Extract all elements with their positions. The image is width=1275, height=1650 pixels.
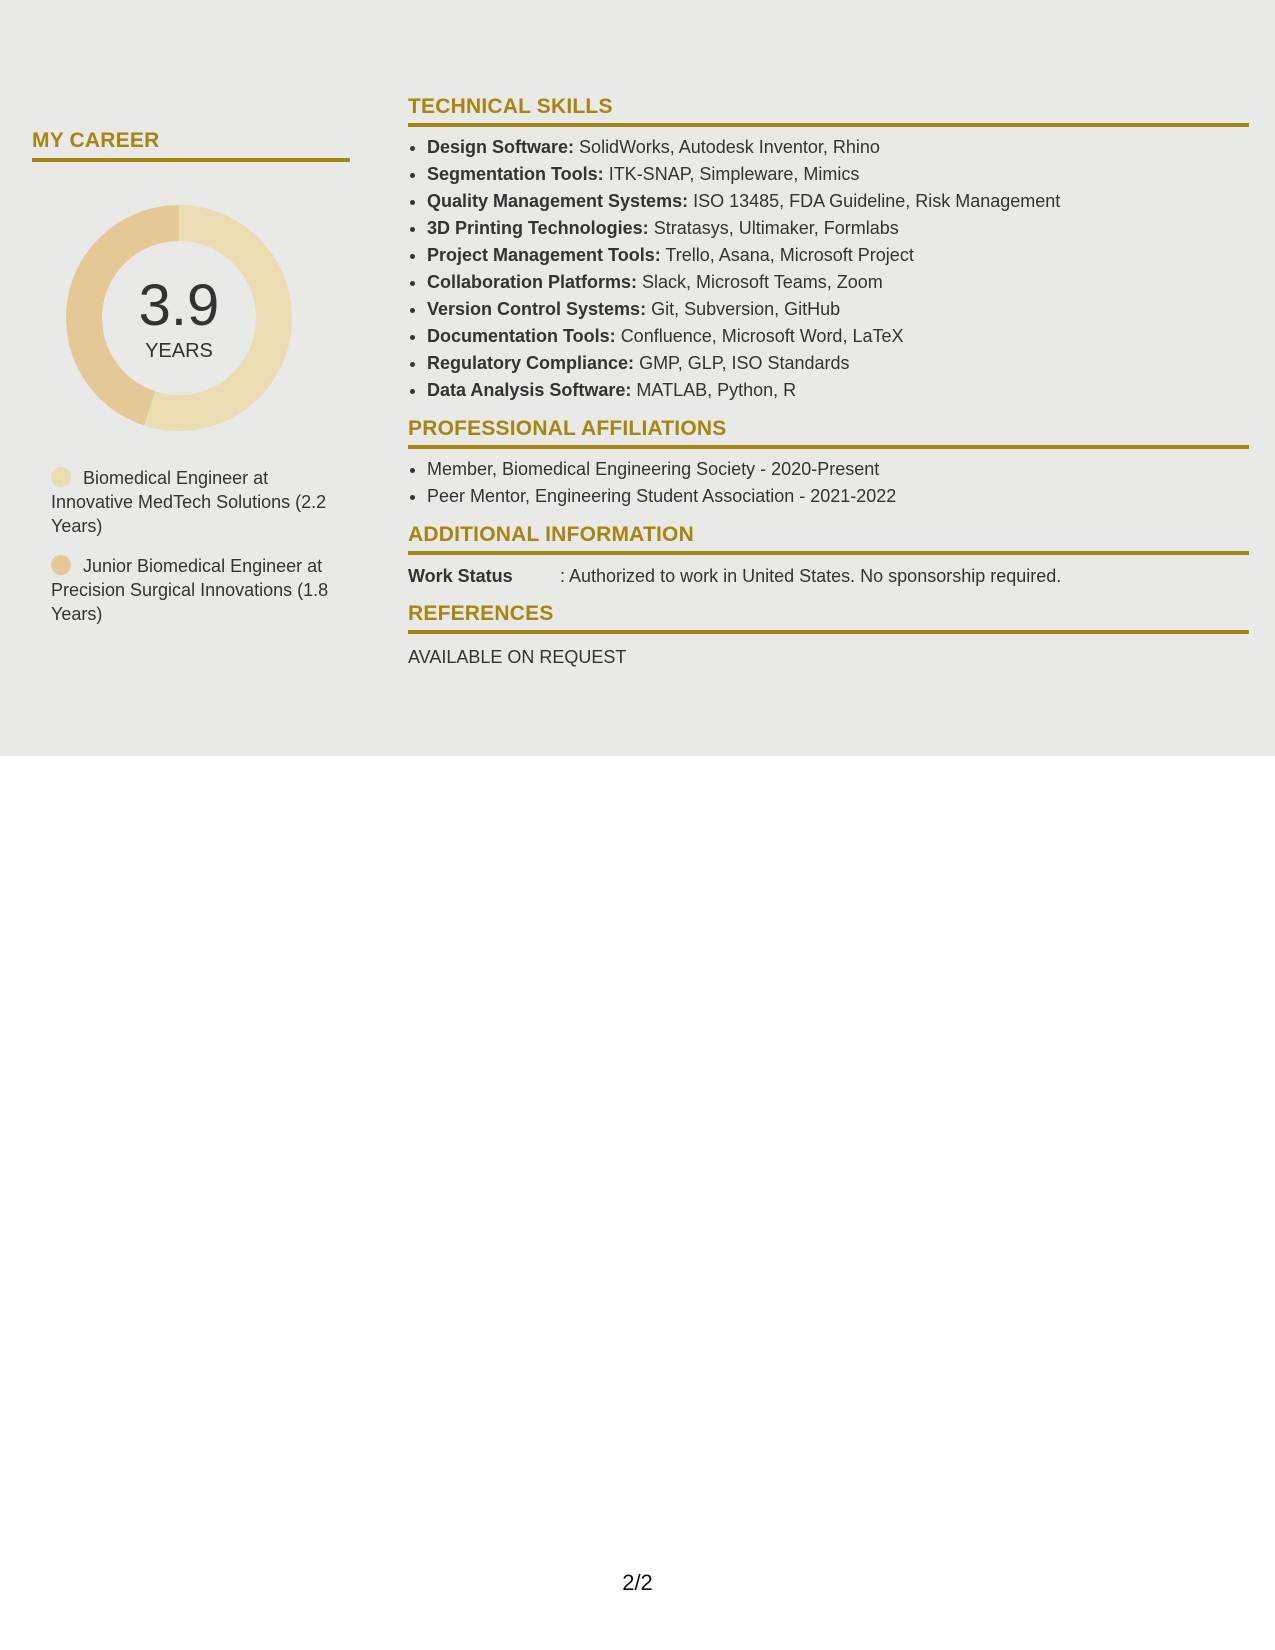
skill-label: Design Software: bbox=[427, 137, 575, 157]
list-item bbox=[427, 161, 1249, 188]
references-title: REFERENCES bbox=[408, 602, 554, 625]
legend-label: Biomedical Engineer at Innovative MedTech Solutions (2.2 Years) bbox=[51, 468, 327, 536]
career-title-rule bbox=[32, 158, 350, 162]
skill-value: ITK-SNAP, Simpleware, Mimics bbox=[608, 164, 860, 184]
skill-label: Segmentation Tools: bbox=[427, 164, 604, 184]
list-item: • Peer Mentor, Engineering Student Association - 2021-2022 bbox=[427, 483, 1249, 510]
list-item bbox=[427, 134, 1249, 161]
skill-value: MATLAB, Python, R bbox=[636, 380, 797, 400]
career-legend bbox=[51, 466, 331, 642]
career-donut-chart bbox=[66, 205, 292, 431]
legend-label: Junior Biomedical Engineer at Precision Surgical Innovations (1.8 Years) bbox=[51, 556, 329, 624]
list-item bbox=[427, 296, 1249, 323]
skill-value: ISO 13485, FDA Guideline, Risk Management bbox=[693, 191, 1061, 211]
skill-value: GMP, GLP, ISO Standards bbox=[639, 353, 850, 373]
skill-value: Stratasys, Ultimaker, Formlabs bbox=[653, 218, 899, 238]
additional-info-section bbox=[408, 522, 1249, 589]
technical-skills-list bbox=[408, 134, 1249, 404]
work-status-row bbox=[408, 563, 1249, 589]
skill-label: Documentation Tools: bbox=[427, 326, 616, 346]
skill-label: 3D Printing Technologies: bbox=[427, 218, 649, 238]
additional-info-title: ADDITIONAL INFORMATION bbox=[408, 523, 694, 546]
list-item bbox=[427, 215, 1249, 242]
references-text: AVAILABLE ON REQUEST bbox=[408, 647, 627, 667]
list-item: • Member, Biomedical Engineering Society - 2020-Present bbox=[427, 456, 1249, 483]
section-rule bbox=[408, 445, 1249, 449]
career-title: MY CAREER bbox=[32, 129, 160, 152]
skill-value: Confluence, Microsoft Word, LaTeX bbox=[620, 326, 904, 346]
list-item bbox=[427, 377, 1249, 404]
affiliations-title: PROFESSIONAL AFFILIATIONS bbox=[408, 417, 727, 440]
list-item bbox=[427, 242, 1249, 269]
skill-value: SolidWorks, Autodesk Inventor, Rhino bbox=[579, 137, 880, 157]
skill-label: Project Management Tools: bbox=[427, 245, 661, 265]
list-item bbox=[427, 269, 1249, 296]
legend-dot-2 bbox=[51, 555, 71, 575]
skill-label: Quality Management Systems: bbox=[427, 191, 689, 211]
section-rule bbox=[408, 123, 1249, 127]
legend-dot-1 bbox=[51, 467, 71, 487]
career-section bbox=[32, 128, 350, 162]
skill-label: Regulatory Compliance: bbox=[427, 353, 635, 373]
skill-value: Trello, Asana, Microsoft Project bbox=[665, 245, 914, 265]
list-item bbox=[427, 350, 1249, 377]
list-item bbox=[427, 323, 1249, 350]
career-total-unit: YEARS bbox=[145, 340, 213, 362]
page-number: 2/2 bbox=[622, 1570, 653, 1595]
references-section bbox=[408, 601, 1249, 670]
legend-item bbox=[51, 554, 331, 626]
skill-label: Collaboration Platforms: bbox=[427, 272, 638, 292]
work-status-value: : Authorized to work in United States. No sponsorship required. bbox=[560, 566, 1062, 586]
affiliations-list bbox=[408, 456, 1249, 510]
career-total-value: 3.9 bbox=[138, 273, 220, 338]
list-item bbox=[427, 188, 1249, 215]
skill-label: Version Control Systems: bbox=[427, 299, 647, 319]
right-column bbox=[408, 94, 1249, 682]
work-status-label: Work Status bbox=[408, 566, 513, 586]
skill-label: Data Analysis Software: bbox=[427, 380, 632, 400]
technical-skills-title: TECHNICAL SKILLS bbox=[408, 95, 613, 118]
affiliations-section bbox=[408, 416, 1249, 510]
legend-item bbox=[51, 466, 331, 538]
section-rule bbox=[408, 551, 1249, 555]
skill-value: Slack, Microsoft Teams, Zoom bbox=[642, 272, 883, 292]
technical-skills-section bbox=[408, 94, 1249, 404]
skill-value: Git, Subversion, GitHub bbox=[651, 299, 841, 319]
section-rule bbox=[408, 630, 1249, 634]
